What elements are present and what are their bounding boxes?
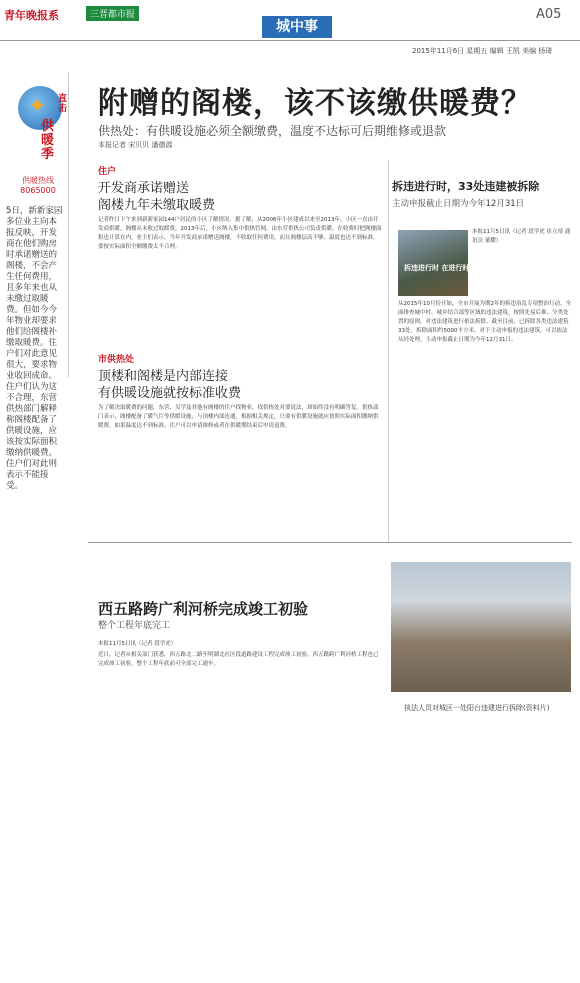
star-icon: ✦	[28, 94, 47, 119]
section-body-1: 记者昨日下午来到新新家园144户居民的小区了解情况。据了解，从2006年小区建成以来至2013年，小区一直由开发商供暖，阁楼从未收过取暖费。2013年后，小区纳入集中供热管网，由东营供热公司负责供暖，在收费时把阁楼面积也计算在内。业主们表示，当年开发商承诺赠送阁楼，不收取任何费用，而且阁楼层高不够、温度也达不到标准，要按实际面积全额缴费太不合理。	[98, 217, 382, 250]
hotline-number: 8065000	[20, 186, 56, 195]
page-number: A05	[536, 7, 562, 22]
demolition-byline: 本报11月5日讯（记者 段学虎 崔立靖 通讯员 董耀）	[472, 229, 571, 244]
bridge-byline: 本报11月5日讯（记者 段学虎）	[98, 641, 177, 647]
section-title: 城中事	[262, 16, 332, 38]
bridge-headline: 西五路跨广利河桥完成竣工初验	[98, 600, 309, 618]
main-subheadline: 供热处：有供暖设施必须全额缴费，温度不达标可后期维修或退款	[98, 124, 447, 138]
section-tag-heating-office: 市供热处	[98, 355, 135, 365]
hotline	[14, 176, 62, 196]
hotline-label: 供暖热线	[22, 176, 54, 185]
newspaper-logo: 青年晚报系	[4, 9, 59, 22]
section-tag-residents: 住户	[98, 167, 117, 177]
bridge-photo-caption: 执法人员对城区一处阳台违建进行拆除(资料片)	[404, 704, 550, 712]
main-byline: 本报记者 宋贝贝 潘德源	[98, 141, 173, 149]
section-heading-2-line-2: 有供暖设施就按标准收费	[98, 386, 242, 401]
sidebar-intro: 5日，新新家园多位业主向本报反映，开发商在他们购房时承诺赠送的阁楼，不会产生任何费用，且多年来也从未缴过取暖费。但如今今年物业却要求他们给阁楼补缴取暖费。住户们对此意见很大，要求物业收回成命。住户们认为这不合理，东营供热部门解释称阁楼配备了供暖设施，应该按实际面积缴纳供暖费。住户们对此则表示不能接受。	[6, 206, 63, 491]
demolition-subheadline: 主动申报截止日期为今年12月31日	[392, 199, 525, 209]
bridge-photo	[391, 562, 571, 692]
section-body-2: 为了解决取暖费的问题，东营、吴学及其他有阁楼的住户找物业，找供热处对要说法，却始终没有明确答复。供热部门表示，阁楼配备了暖气片等供暖设施，与顶楼内部连通，根据相关规定，只要有供暖设施就应按照实际面积缴纳供暖费。如果温度达不到标准，住户可以申请维修或者在供暖期结束后申请退费。	[98, 405, 379, 429]
date-line: 2015年11月6日 星期五 编辑 王凯 美编 杨琦	[412, 47, 553, 55]
section-heading-2-line-1: 顶楼和阁楼是内部连接	[98, 369, 229, 384]
demolition-photo	[398, 230, 468, 296]
section-heading-1	[98, 180, 215, 214]
main-headline: 附赠的阁楼，该不该缴供暖费？	[98, 86, 532, 121]
sidebar-zhiji: 直击	[58, 94, 68, 114]
bridge-body: 近日，记者从相关部门获悉，西五路北二路至明湖北社区段道路建设工程完成竣工初验，西五路跨广利河桥工程也已完成竣工初验，整个工程年底前可全部完工通车。	[98, 652, 379, 667]
header-divider	[0, 40, 580, 41]
section-heading-2	[98, 368, 241, 402]
sidebar-divider	[68, 72, 69, 377]
section-heading-1-line-1: 开发商承诺赠送	[98, 181, 190, 196]
demolition-headline: 拆违进行时，33处违建被拆除	[392, 180, 540, 193]
column-divider	[388, 160, 389, 542]
demolition-photo-caption: 拆违进行时 在进行时	[404, 264, 470, 272]
demolition-body: 从2015年10月份开始，全市开展为期2年的拆违治乱专项整治行动。全面排查城中村、城乡结合部等区域的违法建筑，按照先易后难、分类处置的原则，对违法建筑进行依法拆除。截至目前，已拆除各类违法建筑33处，拆除面积约5000平方米。对于主动申报的违法建筑，可以依法从轻处理，主动申报截止日期为今年12月31日。	[398, 301, 571, 343]
section-heading-1-line-2: 阁楼九年未缴取暖费	[98, 198, 216, 213]
masthead-badge: 三晋都市报	[86, 6, 139, 21]
bridge-subheadline: 整个工程年底完工	[98, 621, 171, 631]
sidebar-column-label: 供暖季	[41, 119, 55, 162]
section-divider	[88, 542, 572, 543]
